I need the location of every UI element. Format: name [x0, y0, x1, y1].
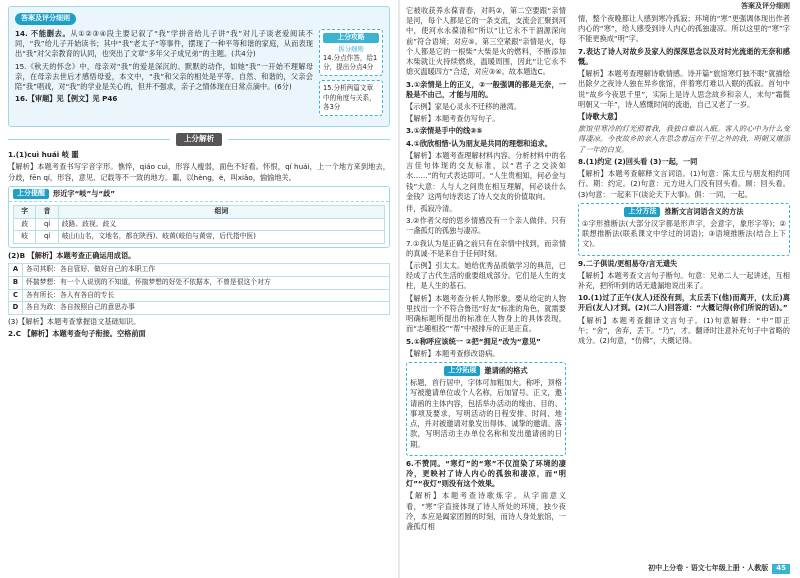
- q6-analysis: 【解析】本题考查诗歌炼字。从字面意义看，“寒”字直接体现了诗人所处的环境，独少夜冷，本应是阖家团圆的时刻，而诗人身处旅馆，一盏孤灯相: [406, 491, 566, 532]
- tip-box-2: [406, 362, 566, 456]
- right-top-text: 情，整个夜晚都让人感到寒冷孤寂；环境的“寒”更强调体现出作者内心的“寒”，给人感受到诗人内心的孤独凄凉。所以这里的“寒”字不能更换成“明”字。: [578, 14, 790, 44]
- middle-column: [400, 0, 572, 578]
- mid-text-1: 伴，孤寂冷清。: [406, 203, 457, 213]
- method-title: 推断文言词语含义的方法: [664, 206, 744, 216]
- q9-answer: 9.二子俱说/更相易夺/言无遗失: [578, 258, 678, 268]
- mid-text-2: 3.②作者父母的思乡情感没有一个亲人做伴、只有一盏孤灯的孤独与凄凉。: [406, 216, 566, 236]
- footer-label: 初中上分卷 · 语文七年级上册 · 人教版: [648, 564, 769, 573]
- answer-box: [8, 6, 390, 127]
- q7-answer: 7.表达了诗人对故乡及家人的深深思念以及对时光流逝的无奈和感慨。: [578, 46, 790, 66]
- q1c: (3)【解析】本题考查掌握语文基础知识。: [8, 316, 141, 326]
- table-row: A 各司其职：各自管好、做好自己的本职工作: [9, 264, 390, 277]
- answer-q15: 15.《秋天的怀念》中，母亲对“我”的爱是深沉的、默默的动作，如她“我”一开始不理解母亲，在母亲去世后才感悟母爱，本文中，“我”和父亲的相处是平等、自然、和谐的，父亲会陪“我”唱戏，对“我”的学业是关心的，但并不强求，亲子之情体现在日常点滴中。(6分): [15, 61, 313, 92]
- mid-text-4: 【示例】引太太。她给优秀品质做学习的典范，已经成了古代生活的重要组成部分。它们是人生的支柱，是人生的基石。: [406, 261, 566, 291]
- q3-answer: 3.①亲情是上的正义，②一般强调的都是无奈，一般是不由己，才能与用的。: [406, 79, 566, 99]
- q4-analysis: 【解析】本题考查理解材料内容。分析材料中的名言佳句体现的交友标准，以“君子之交淡如水……”的句式表达即可。“人生贵相知，何必金与钱”大意：人与人之间贵在相互理解，何必谈什么金钱？这两句诗表达了诗人交友的价值取向。: [406, 150, 566, 201]
- answer-q14-text: 从①②③④段主要记叙了“我”学拼音给儿子讲“我”对儿子谈老爱阅读不同，“我”给儿子开始读书；其中“我”老太子“等事件，摆现了一种平等和谐的家庭，从而表现出“我”对父亲教育的认同，也突出了文章“多年父子成兄弟”的主题。(共4分): [15, 28, 313, 59]
- side-tip-2: 15.分析两篇文章中的角度与关系，各3分: [319, 80, 383, 116]
- q4-answer: 4.①欣欣相惜·认为朋友是共同的理想和追求。: [406, 138, 552, 148]
- char-table: 字 音 组词 歧 qí 歧路、歧视、歧义 岐 qí 岐山(山名，文地名，都在陕西)、岐黄(岐伯与黄帝，后代指中医): [13, 205, 385, 244]
- q3-example: 【示例】家是心灵永不迁移的港湾。: [406, 101, 522, 111]
- answer-q14: 14. 不能删去。: [15, 28, 71, 38]
- section-bar: [8, 133, 390, 146]
- q10-analysis: 【解析】本题考查翻译文言句子。(1)句意解释：“中”即正午；“舍”，舍弃，丢下。“乃”，才。翻译时注意补充句子中省略的成分。(2)句意，“仿佛”，大概记得。: [578, 315, 790, 346]
- method-box: [578, 203, 790, 256]
- answer-tag: 答案及评分细则: [15, 13, 76, 25]
- q5-analysis: 【解析】本题考查修改语病。: [406, 348, 500, 358]
- q3b: 3.①亲情是手中的线③⑤: [406, 126, 483, 136]
- q6-answer: 6.不赞同。“寒灯”的“寒”不仅渲染了环境的凄冷，更映衬了诗人内心的孤独和凄凉，而“明灯”“夜灯”则没有这个效果。: [406, 458, 566, 489]
- tip-badge: 上分提醒: [13, 189, 49, 199]
- q2-analysis: 它被收获养永葆青春，对吗②，第二空要跟“亲情是河，每个人都是它的一条支流，支流会汇聚到河中，使河水永葆清和”所以“让它永不干涸源深向前”符合语境；对应⑤。第三空紧跟“亲情是火，每个人都是它的一根柴”大柴是火的燃料，不断添加木柴就让火持续燃烧，温暖周围，因此“让它永不熄灭温暖四方”合适，对应③④。故本题选C。: [406, 6, 566, 77]
- method-body: ①字形推断法(大部分汉字都是形声字，会意字，象形字等)；②联想推断法(联系课文中学过的词语)；③语境推断法(结合上下文)。: [582, 218, 786, 249]
- right-column: [572, 0, 800, 578]
- q9-analysis: 【解析】本题考查文言句子断句。句意：兄弟二人一起讲述，互相补充，把所听到的话无遗漏地说出来了。: [578, 270, 790, 291]
- page-header: 答案及评分细则: [741, 2, 790, 10]
- poem-translation: 旅馆里寒冷的灯光照着我，我独自难以入眠。客人的心中为什么变得凄凉。今夜故乡的亲人在思念着远在千里之外的我，明朝又增添了一年的白发。: [578, 124, 790, 154]
- tip-box-1: [8, 186, 390, 248]
- tip-title: 形近字“岐”与“歧”: [53, 188, 116, 198]
- tip2-body: 标题，首行居中，字体可加粗加大。称呼，顶格写被邀请单位或个人名称，后加冒号。正文，邀请函的主体内容，包括举办活动的缘由、目的、事项及要求，写明活动的日程安排、时间、地点，并对被邀请对象发出得体、诚挚的邀请。落款，写明活动主办单位名称和发出邀请函的日期。: [410, 378, 562, 449]
- q1b: (2)B 【解析】本题考查正确运用成语。: [8, 251, 136, 261]
- poem-title: 【诗歌大意】: [578, 111, 622, 121]
- q1-analysis: 【解析】本题考查书写字音字形。憔悴，qiáo cuì，形容人瘦弱，面色不好看。怀恨，qí huái，上一个地方来到地去，分歧，fēn qí，形容，意见、记载等不一致的地方。噩，以hèng，è，叫xiǎo，愉愉地关。: [8, 162, 390, 182]
- q10-answer: 10.(1)过了正午(友人)还没有到，太丘丢下(他)而离开，(太丘)离开后(友人)才到。(2)(二人)回答道：“大概记得(你们所说的话)。”: [578, 293, 790, 313]
- method-badge: 上分方法: [624, 207, 660, 217]
- table-row: 歧 qí 歧路、歧视、歧义: [14, 218, 385, 231]
- q7-analysis: 【解析】本题考查理解诗歌情感。诗开篇“旅馆寒灯独不眠”就描绘出除夕之夜诗人独在异乡旅馆，伴着寒灯难以入眠的孤寂。首句中说“故乡今夜思千里”，实际上是诗人思念故乡和亲人，末句“霜鬓明朝又一年”，诗人感慨时间的流逝，自己又老了一岁。: [578, 69, 790, 109]
- option-table: [8, 263, 390, 315]
- table-row: 岐 qí 岐山(山名，文地名，都在陕西)、岐黄(岐伯与黄帝，后代指中医): [14, 231, 385, 244]
- table-row: B 怀揣梦想：有一个人说别的不知道，怀揣梦想的好处不依据本，不曾是很这个对方: [9, 276, 390, 289]
- q3-analysis: 【解析】本题考查仿写句子。: [406, 114, 500, 124]
- page-footer: [648, 564, 790, 574]
- tip2-title: 邀请函的格式: [484, 366, 528, 375]
- q8-answer: 8.(1)约定 (2)回头看 (3)一起，一同: [578, 156, 698, 166]
- side-tip-1: 上分攻略 拆分细则 14.分点作答，给1分，提出分点4分: [319, 29, 383, 76]
- q1-answer: 1.(1)cuì huái 岐 噩: [8, 150, 79, 160]
- table-row: C 各有所长：各人有各自的专长: [9, 289, 390, 302]
- mid-text-3: 7.①我认为是正确之前只有在亲情中找到，而亲情的真诚·不是来自于任何时刻。: [406, 238, 566, 258]
- section-title: 上分解析: [176, 133, 222, 146]
- page-number: 45: [772, 564, 790, 574]
- mid-analysis: 【解析】本题考查分析人物形象。要从给定的人物里找出一个不符合鲁迅“好友”标准的角色，就需要明确标题所提出的标准在人物身上的具体表现，而“志趣相投”“帮”中被排斥的正是正直。: [406, 293, 566, 334]
- q2-answer: 2.C 【解析】本题考查句子衔接。空格前面: [8, 329, 146, 339]
- q8-analysis: 【解析】本题考查解释文言词语。(1)句意：陈太丘与朋友相约同行。期：约定。(2)句意：元方进入门没有回头看。顾：回头看。(3)句意：一起来下(谈论天下大事)。俱：一同，一起。: [578, 169, 790, 199]
- q5-answer: 5.①称呼应该统一 ②把“拥足”改为“意见”: [406, 336, 541, 346]
- table-row: D 各自为政：各自按照自己的意思办事: [9, 302, 390, 315]
- tip2-badge: 上分拓展: [444, 366, 480, 376]
- answer-q16: 16.【审题】见【例文】见 P46: [15, 94, 118, 104]
